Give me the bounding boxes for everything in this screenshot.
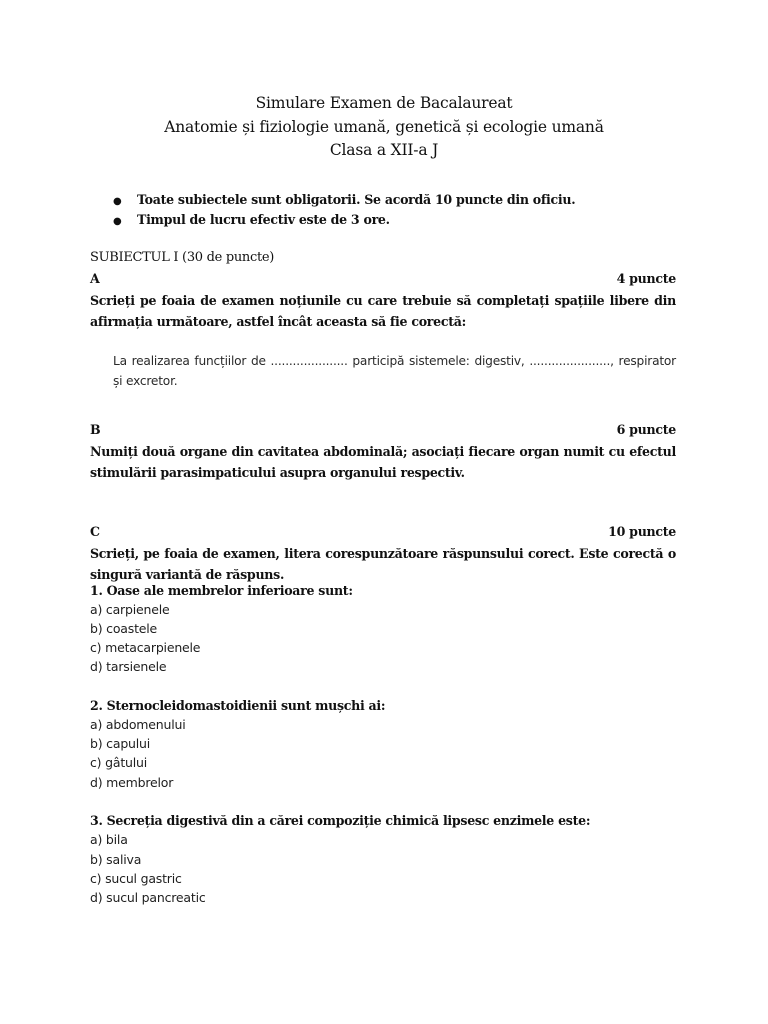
exam-title: Simulare Examen de Bacalaureat (255, 94, 513, 112)
exam-subject: Anatomie și fiziologie umană, genetică și ecologie umană (164, 118, 604, 136)
answer-option: d) sucul pancreatic (90, 890, 206, 905)
instruction-bullet-icon: ● (113, 216, 122, 227)
item-a-points: 4 puncte (616, 271, 676, 286)
answer-option: b) capului (90, 736, 151, 751)
answer-option: b) coastele (90, 621, 158, 636)
subject-title: SUBIECTUL I (30 de puncte) (90, 250, 275, 265)
answer-option: a) carpienele (90, 602, 170, 617)
exam-class: Clasa a XII-a J (329, 141, 439, 159)
item-a-prompt: Scrieți pe foaia de examen noțiunile cu care trebuie să completați spațiile libere din afirmația următoare, astfel încât aceasta să fie corectă: (90, 293, 676, 329)
answer-option: c) metacarpienele (90, 640, 201, 655)
item-b-prompt: Numiți două organe din cavitatea abdominală; asociați fiecare organ numit cu efectul stimulării parasimpaticului asupra organului respectiv. (90, 444, 676, 480)
answer-option: c) sucul gastric (90, 871, 182, 886)
item-a-header (90, 271, 676, 286)
item-a-letter: A (90, 271, 100, 286)
item-c-points: 10 puncte (608, 524, 676, 539)
answer-option: b) saliva (90, 852, 142, 867)
instruction-item: Toate subiectele sunt obligatorii. Se acordă 10 puncte din oficiu. (137, 192, 576, 207)
instruction-item: Timpul de lucru efectiv este de 3 ore. (137, 212, 390, 227)
item-c-prompt: Scrieți, pe foaia de examen, litera corespunzătoare răspunsului corect. Este corectă o singură variantă de răspuns. (90, 546, 676, 582)
item-b-points: 6 puncte (616, 422, 676, 437)
item-b-letter: B (90, 422, 101, 437)
answer-option: d) membrelor (90, 775, 174, 790)
answer-option: c) gâtului (90, 755, 148, 770)
question: 3. Secreția digestivă din a cărei compoziție chimică lipsesc enzimele este: (90, 813, 591, 828)
item-b-header (90, 422, 676, 437)
instruction-bullet-icon: ● (113, 196, 122, 207)
item-a-statement: La realizarea funcțiilor de ..................... participă sistemele: digestiv, ......................, respirator și excretor. (113, 354, 676, 388)
answer-option: d) tarsienele (90, 659, 167, 674)
question: 2. Sternocleidomastoidienii sunt mușchi ai: (90, 698, 386, 713)
answer-option: a) abdomenului (90, 717, 186, 732)
item-c-letter: C (90, 524, 100, 539)
item-c-header (90, 524, 676, 539)
answer-option: a) bila (90, 832, 128, 847)
question: 1. Oase ale membrelor inferioare sunt: (90, 583, 353, 598)
